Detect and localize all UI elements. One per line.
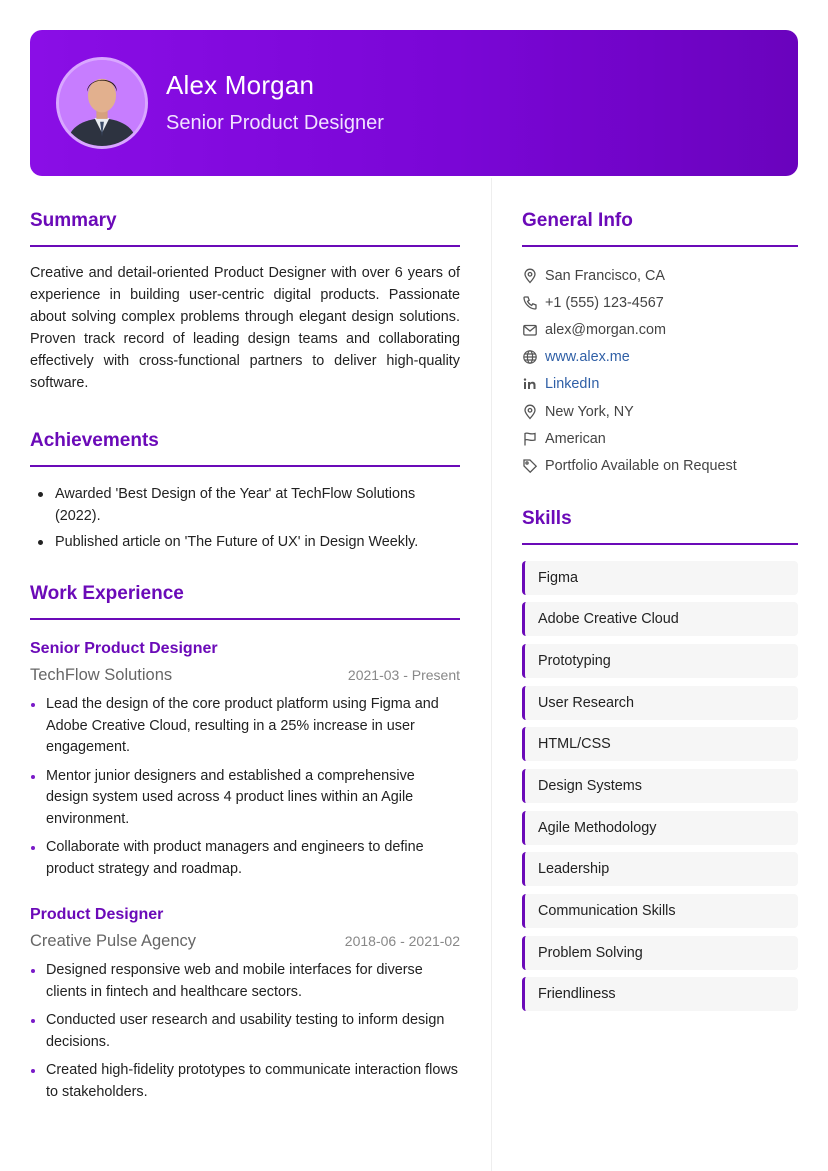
skill-item: Design Systems bbox=[522, 769, 798, 803]
summary-section bbox=[30, 208, 460, 394]
phone-icon bbox=[522, 295, 538, 311]
job-bullets bbox=[30, 694, 460, 880]
info-phone bbox=[522, 289, 798, 316]
general-info-section bbox=[522, 208, 798, 480]
main-column bbox=[30, 208, 460, 1110]
website-link[interactable]: www.alex.me bbox=[545, 349, 630, 366]
job-company: Creative Pulse Agency bbox=[30, 932, 197, 950]
section-title-summary: Summary bbox=[30, 210, 117, 231]
experience-section bbox=[30, 581, 460, 1103]
job-meta bbox=[30, 666, 460, 685]
skill-item: HTML/CSS bbox=[522, 727, 798, 761]
job-dates: 2018-06 - 2021-02 bbox=[344, 933, 460, 949]
achievements-section bbox=[30, 428, 460, 553]
tag-icon bbox=[522, 458, 538, 474]
section-title-achievements: Achievements bbox=[30, 430, 159, 451]
job-bullet: Collaborate with product managers and engineers to define product strategy and roadmap. bbox=[30, 837, 460, 880]
skill-item: Prototyping bbox=[522, 644, 798, 678]
info-portfolio bbox=[522, 452, 798, 479]
section-rule bbox=[522, 543, 798, 545]
section-title-experience: Work Experience bbox=[30, 583, 184, 604]
location-pin-icon bbox=[522, 268, 538, 284]
info-website[interactable] bbox=[522, 344, 798, 371]
job-dates: 2021-03 - Present bbox=[347, 667, 460, 683]
info-email[interactable] bbox=[522, 316, 798, 343]
info-text: San Francisco, CA bbox=[545, 267, 665, 284]
job-bullet: Mentor junior designers and established a comprehensive design system used across 4 product lines within an Agile environment. bbox=[30, 766, 460, 831]
info-text[interactable]: alex@morgan.com bbox=[545, 321, 666, 338]
info-linkedin[interactable] bbox=[522, 371, 798, 398]
skill-item: Leadership bbox=[522, 852, 798, 886]
achievements-list bbox=[30, 483, 460, 553]
job-company: TechFlow Solutions bbox=[30, 666, 173, 684]
job-entry bbox=[30, 638, 460, 880]
info-list bbox=[522, 262, 798, 480]
flag-icon bbox=[522, 431, 538, 447]
skill-item: Figma bbox=[522, 561, 798, 595]
summary-text: Creative and detail-oriented Product Designer with over 6 years of experience in building user-centric digital products. Passionate about solving complex problems through elegant design solutions. Proven track record of leading design teams and collaborating effectively with cross-functional partners to deliver high-quality software. bbox=[30, 265, 460, 391]
skills-section bbox=[522, 506, 798, 1012]
skill-item: Communication Skills bbox=[522, 894, 798, 928]
job-bullet: Designed responsive web and mobile interfaces for diverse clients in fintech and healthcare sectors. bbox=[30, 960, 460, 1003]
section-title-general-info: General Info bbox=[522, 210, 633, 231]
job-bullet: Conducted user research and usability testing to inform design decisions. bbox=[30, 1010, 460, 1053]
job-title: Product Designer bbox=[30, 906, 164, 923]
job-title: Senior Product Designer bbox=[30, 640, 218, 657]
job-bullets bbox=[30, 960, 460, 1103]
section-rule bbox=[30, 465, 460, 467]
info-location bbox=[522, 398, 798, 425]
job-meta bbox=[30, 932, 460, 951]
section-rule bbox=[522, 245, 798, 247]
location-pin-icon bbox=[522, 404, 538, 420]
section-title-skills: Skills bbox=[522, 507, 572, 529]
info-text: Portfolio Available on Request bbox=[545, 457, 737, 474]
skills-list bbox=[522, 561, 798, 1012]
section-rule bbox=[30, 618, 460, 620]
info-text: +1 (555) 123-4567 bbox=[545, 294, 664, 311]
info-nationality bbox=[522, 425, 798, 452]
resume-header bbox=[30, 30, 798, 176]
globe-icon bbox=[522, 349, 538, 365]
column-divider bbox=[491, 178, 492, 1171]
candidate-name: Alex Morgan bbox=[166, 70, 315, 100]
avatar bbox=[56, 57, 148, 149]
info-text: New York, NY bbox=[545, 403, 634, 420]
skill-item: Friendliness bbox=[522, 977, 798, 1011]
skill-item: Agile Methodology bbox=[522, 811, 798, 845]
achievement-item: Awarded 'Best Design of the Year' at TechFlow Solutions (2022). bbox=[30, 483, 460, 527]
section-rule bbox=[30, 245, 460, 247]
mail-icon bbox=[522, 322, 538, 338]
linkedin-icon bbox=[522, 376, 538, 392]
job-bullet: Created high-fidelity prototypes to communicate interaction flows to stakeholders. bbox=[30, 1060, 460, 1103]
candidate-title: Senior Product Designer bbox=[166, 112, 384, 134]
skill-item: User Research bbox=[522, 686, 798, 720]
job-bullet: Lead the design of the core product platform using Figma and Adobe Creative Cloud, resulting in a 25% increase in user engagement. bbox=[30, 694, 460, 759]
skill-item: Problem Solving bbox=[522, 936, 798, 970]
achievement-item: Published article on 'The Future of UX' in Design Weekly. bbox=[30, 531, 460, 553]
side-column bbox=[522, 208, 798, 1019]
info-location bbox=[522, 262, 798, 289]
profile-photo bbox=[59, 60, 145, 146]
info-text: American bbox=[545, 430, 606, 447]
skill-item: Adobe Creative Cloud bbox=[522, 602, 798, 636]
linkedin-link[interactable]: LinkedIn bbox=[545, 376, 600, 393]
job-entry bbox=[30, 904, 460, 1103]
